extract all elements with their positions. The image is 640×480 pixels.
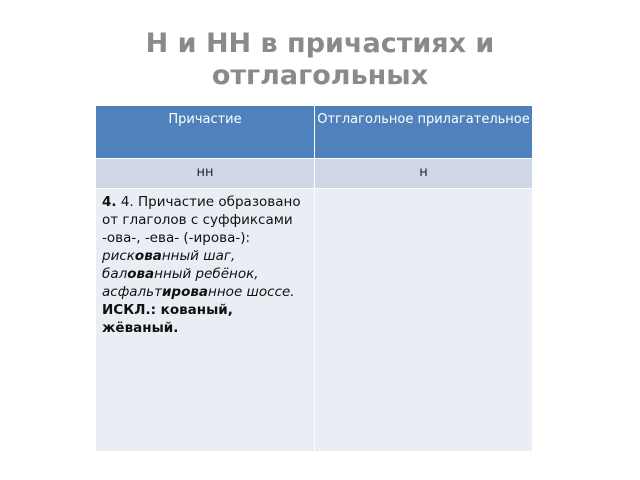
example-1: рискованный шаг, (102, 248, 236, 264)
rule-number: 4. (102, 194, 117, 210)
rule-table (95, 105, 533, 452)
exception-text: ИСКЛ.: кованый, жёваный. (102, 302, 233, 336)
header-participle: Причастие (96, 106, 315, 159)
example-2: балованный ребёнок, (102, 266, 259, 282)
subheader-row (96, 159, 533, 189)
header-row (96, 106, 533, 159)
header-verbal-adjective: Отглагольное прилагательное (315, 106, 533, 159)
empty-cell (315, 189, 533, 452)
slide-title: Н и НН в причастиях и отглагольных (145, 28, 495, 91)
subheader-nn: нн (96, 159, 315, 189)
subheader-n: н (315, 159, 533, 189)
rule-text: 4. Причастие образовано от глаголов с суффиксами -ова-, -ева- (-ирова-): (102, 194, 301, 246)
body-row (96, 189, 533, 452)
example-3: асфальтированное шоссе. (102, 284, 295, 300)
rule-cell (96, 189, 315, 452)
